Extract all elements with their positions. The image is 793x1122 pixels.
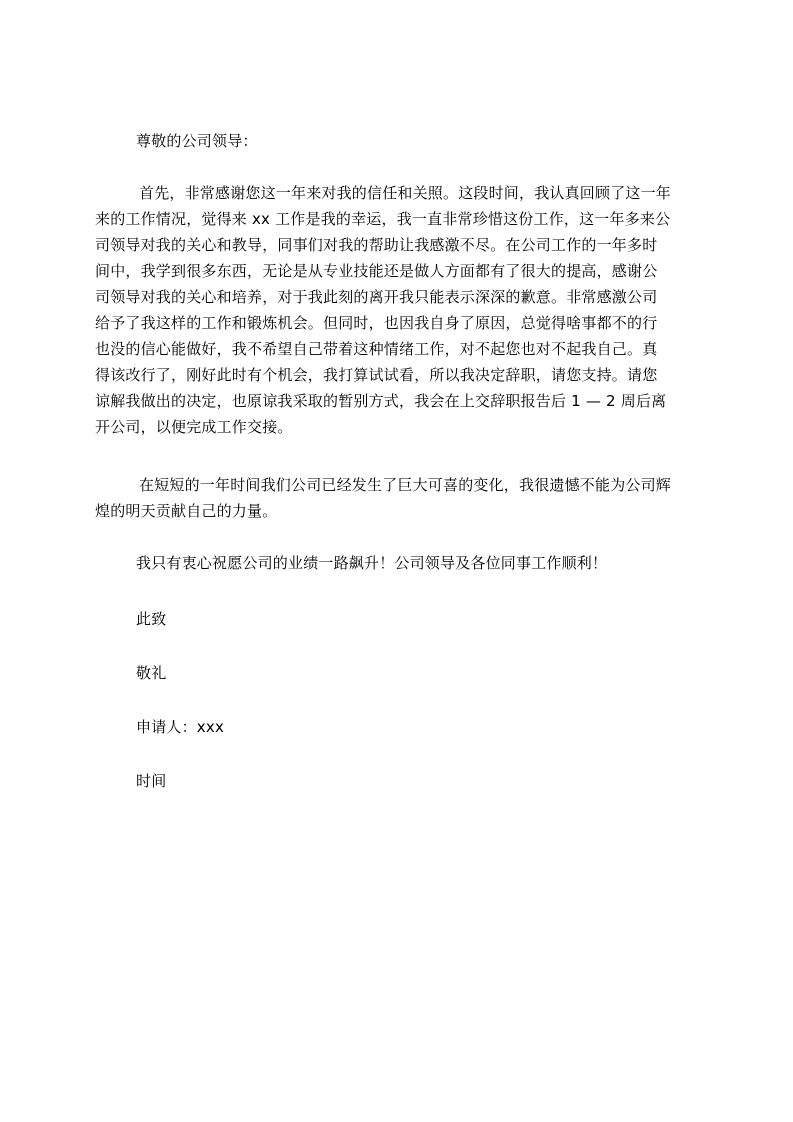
paragraph-line: 首先，非常感谢您这一年来对我的信任和关照。这段时间，我认真回顾了这一年 [139, 184, 672, 202]
paragraph-line: 煌的明天贡献自己的力量。 [95, 502, 278, 520]
applicant-line: 申请人：xxx [136, 718, 225, 736]
paragraph-line: 谅解我做出的决定，也原谅我采取的暂别方式，我会在上交辞职报告后 1 — 2 周后离 [95, 392, 667, 410]
wishes-text: 我只有衷心祝愿公司的业绩一路飙升！公司领导及各位同事工作顺利！ [136, 554, 608, 572]
paragraph-line: 得该改行了，刚好此时有个机会，我打算试试看，所以我决定辞职，请您支持。请您 [95, 366, 658, 384]
closing-jing-li: 敬礼 [136, 664, 167, 682]
date-label: 时间 [136, 772, 167, 790]
paragraph-line: 司领导对我的关心和培养，对于我此刻的离开我只能表示深深的歉意。非常感激公司 [95, 288, 658, 306]
paragraph-line: 也没的信心能做好，我不希望自己带着这种情绪工作，对不起您也对不起我自己。真 [95, 340, 658, 358]
paragraph-line: 开公司，以便完成工作交接。 [95, 418, 293, 436]
salutation: 尊敬的公司领导： [136, 132, 258, 150]
paragraph-line: 来的工作情况，觉得来 xx 工作是我的幸运，我一直非常珍惜这份工作，这一年多来公 [95, 210, 671, 228]
paragraph-line: 给予了我这样的工作和锻炼机会。但同时，也因我自身了原因，总觉得啥事都不的行 [95, 314, 658, 332]
paragraph-line: 在短短的一年时间我们公司已经发生了巨大可喜的变化，我很遗憾不能为公司辉 [139, 476, 672, 494]
closing-ci-zhi: 此致 [136, 610, 167, 628]
paragraph-line: 司领导对我的关心和教导，同事们对我的帮助让我感激不尽。在公司工作的一年多时 [95, 236, 658, 254]
paragraph-line: 间中，我学到很多东西，无论是从专业技能还是做人方面都有了很大的提高，感谢公 [95, 262, 658, 280]
